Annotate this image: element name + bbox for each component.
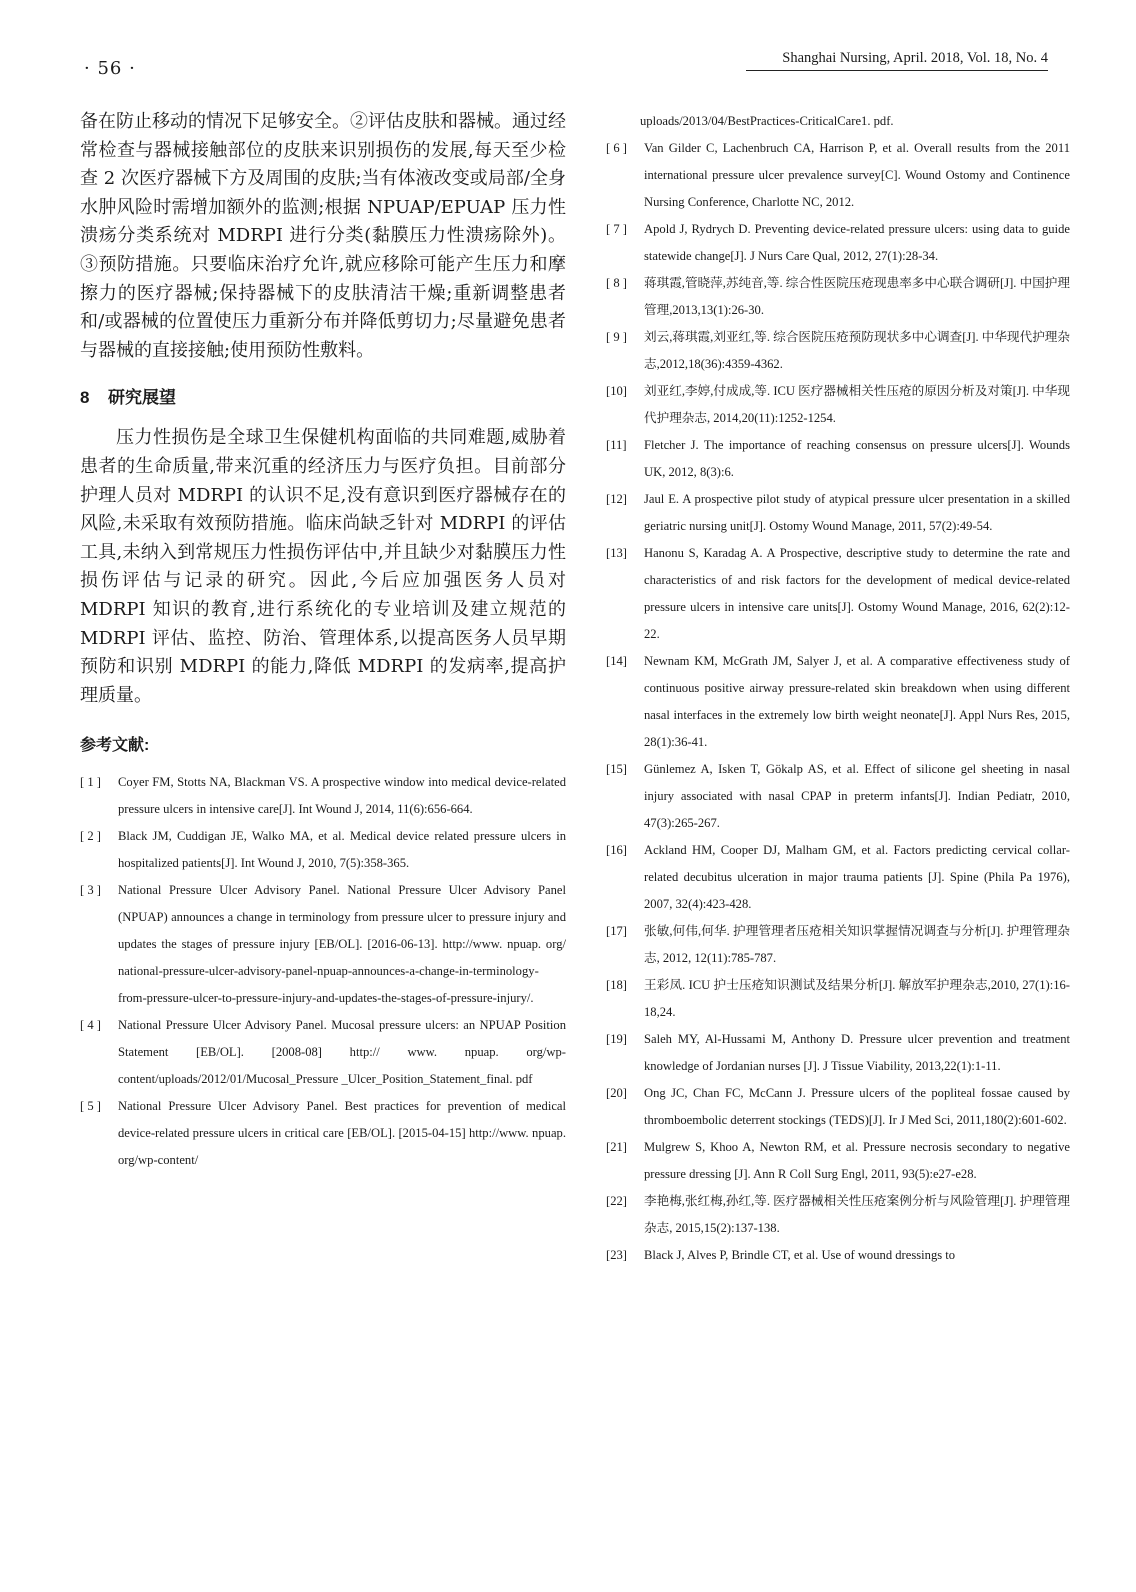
reference-text: Saleh MY, Al-Hussami M, Anthony D. Pressure ulcer prevention and treatment knowledge of Jordanian nurses [J]. J Tissue Viability, 2013,22(1):1-11.	[644, 1032, 1070, 1073]
reference-text: 王彩凤. ICU 护士压疮知识测试及结果分析[J]. 解放军护理杂志,2010, 27(1):16-18,24.	[644, 978, 1070, 1019]
reference-item	[606, 540, 1070, 648]
reference-number: [ 5 ]	[80, 1099, 101, 1114]
reference-text: Van Gilder C, Lachenbruch CA, Harrison P, et al. Overall results from the 2011 international pressure ulcer prevalence survey[C]. Wound Ostomy and Continence Nursing Conference, Charlotte NC, 2012.	[644, 141, 1070, 209]
header-rule	[746, 70, 1048, 71]
reference-number: [22]	[606, 1194, 627, 1208]
reference-item	[606, 756, 1070, 837]
reference-item	[606, 837, 1070, 918]
reference-number: [13]	[606, 546, 627, 560]
left-column	[80, 108, 566, 1174]
reference-item	[606, 216, 1070, 270]
section-title: 研究展望	[108, 388, 176, 408]
reference-number: [17]	[606, 924, 627, 938]
reference-item	[80, 1093, 566, 1174]
reference-item	[606, 324, 1070, 378]
right-column	[606, 108, 1070, 1269]
reference-text: National Pressure Ulcer Advisory Panel. Mucosal pressure ulcers: an NPUAP Position Statement [EB/OL]. [2008-08] http:// www. npuap. org/wp-content/uploads/2012/01/Mucosal_Pressure _Ulcer_Position_Statement_final. pdf	[118, 1018, 566, 1087]
reference-text: 刘云,蒋琪霞,刘亚红,等. 综合医院压疮预防现状多中心调查[J]. 中华现代护理杂志,2012,18(36):4359-4362.	[644, 330, 1070, 371]
reference-item	[606, 972, 1070, 1026]
reference-item	[606, 1134, 1070, 1188]
reference-number: [18]	[606, 978, 627, 992]
reference-number: [ 4 ]	[80, 1018, 101, 1033]
reference-continuation: uploads/2013/04/BestPractices-CriticalCare1. pdf.	[640, 114, 894, 128]
reference-number: [16]	[606, 843, 627, 857]
journal-header: Shanghai Nursing, April. 2018, Vol. 18, No. 4	[782, 50, 1048, 66]
reference-item	[606, 1242, 1070, 1269]
reference-text: 刘亚红,李婷,付成成,等. ICU 医疗器械相关性压疮的原因分析及对策[J]. 中华现代护理杂志, 2014,20(11):1252-1254.	[644, 384, 1070, 425]
reference-text: Ong JC, Chan FC, McCann J. Pressure ulcers of the popliteal fossae caused by thromboembolic deterrent stockings (TEDS)[J]. Ir J Med Sci, 2011,180(2):601-602.	[644, 1086, 1070, 1127]
section-heading	[80, 383, 566, 408]
reference-text: Günlemez A, Isken T, Gökalp AS, et al. Effect of silicone gel sheeting in nasal injury associated with nasal CPAP in preterm infants[J]. Indian Pediatr, 2010, 47(3):265-267.	[644, 762, 1070, 830]
reference-list-right	[606, 108, 1070, 1269]
reference-item	[80, 1012, 566, 1093]
reference-text: 张敏,何伟,何华. 护理管理者压疮相关知识掌握情况调查与分析[J]. 护理管理杂志, 2012, 12(11):785-787.	[644, 924, 1070, 965]
reference-number: [ 3 ]	[80, 883, 101, 898]
reference-text: Coyer FM, Stotts NA, Blackman VS. A prospective window into medical device-related pressure ulcers in intensive care[J]. Int Wound J, 2014, 11(6):656-664.	[118, 775, 566, 817]
reference-number: [20]	[606, 1086, 627, 1100]
reference-text: Newnam KM, McGrath JM, Salyer J, et al. A comparative effectiveness study of continuous positive airway pressure-related skin breakdown when using different nasal interfaces in the extremely low birth weight neonate[J]. Appl Nurs Res, 2015, 28(1):36-41.	[644, 654, 1070, 749]
reference-item	[606, 648, 1070, 756]
reference-text: Jaul E. A prospective pilot study of atypical pressure ulcer presentation in a skilled geriatric nursing unit[J]. Ostomy Wound Manage, 2011, 57(2):49-54.	[644, 492, 1070, 533]
reference-number: [ 6 ]	[606, 141, 627, 155]
reference-item	[606, 432, 1070, 486]
reference-item	[606, 1188, 1070, 1242]
reference-text: Black J, Alves P, Brindle CT, et al. Use of wound dressings to	[644, 1248, 956, 1262]
reference-item	[80, 823, 566, 877]
reference-number: [ 1 ]	[80, 775, 101, 790]
reference-number: [21]	[606, 1140, 627, 1154]
reference-text: Fletcher J. The importance of reaching consensus on pressure ulcers[J]. Wounds UK, 2012, 8(3):6.	[644, 438, 1070, 479]
reference-item	[606, 270, 1070, 324]
reference-item	[606, 486, 1070, 540]
reference-item	[606, 378, 1070, 432]
reference-number: [14]	[606, 654, 627, 668]
references-heading: 参考文献:	[80, 737, 150, 755]
reference-number: [11]	[606, 438, 627, 452]
section-number: 8	[80, 388, 90, 408]
reference-item	[80, 769, 566, 823]
reference-number: [10]	[606, 384, 627, 398]
reference-item	[606, 135, 1070, 216]
page-number: · 56 ·	[84, 58, 136, 79]
reference-number: [ 8 ]	[606, 276, 627, 290]
reference-number: [15]	[606, 762, 627, 776]
reference-number: [23]	[606, 1248, 627, 1262]
reference-number: [12]	[606, 492, 627, 506]
reference-text: Apold J, Rydrych D. Preventing device-related pressure ulcers: using data to guide statewide change[J]. J Nurs Care Qual, 2012, 27(1):28-34.	[644, 222, 1070, 263]
reference-text: Ackland HM, Cooper DJ, Malham GM, et al. Factors predicting cervical collar-related decubitus ulceration in major trauma patients [J]. Spine (Phila Pa 1976), 2007, 32(4):423-428.	[644, 843, 1070, 911]
reference-number: [ 7 ]	[606, 222, 627, 236]
reference-text: Mulgrew S, Khoo A, Newton RM, et al. Pressure necrosis secondary to negative pressure dressing [J]. Ann R Coll Surg Engl, 2011, 93(5):e27-e28.	[644, 1140, 1070, 1181]
reference-text: Black JM, Cuddigan JE, Walko MA, et al. Medical device related pressure ulcers in hospitalized patients[J]. Int Wound J, 2010, 7(5):358-365.	[118, 829, 566, 871]
reference-item	[606, 918, 1070, 972]
reference-text: 李艳梅,张红梅,孙红,等. 医疗器械相关性压疮案例分析与风险管理[J]. 护理管理杂志, 2015,15(2):137-138.	[644, 1194, 1070, 1235]
reference-item	[606, 1080, 1070, 1134]
reference-text: National Pressure Ulcer Advisory Panel. Best practices for prevention of medical device-related pressure ulcers in critical care [EB/OL]. [2015-04-15] http://www. npuap. org/wp-content/	[118, 1099, 566, 1168]
reference-number: [ 9 ]	[606, 330, 627, 344]
body-paragraph: 备在防止移动的情况下足够安全。②评估皮肤和器械。通过经常检查与器械接触部位的皮肤来识别损伤的发展,每天至少检查 2 次医疗器械下方及周围的皮肤;当有体液改变或局部/全身水肿风险时需增加额外的监测;根据 NPUAP/EPUAP 压力性溃疡分类系统对 MDRPI 进行分类(黏膜压力性溃疡除外)。③预防措施。只要临床治疗允许,就应移除可能产生压力和摩擦力的医疗器械;保持器械下的皮肤清洁干燥;重新调整患者和/或器械的位置使压力重新分布并降低剪切力;尽量避免患者与器械的直接接触;使用预防性敷料。	[80, 111, 566, 361]
reference-item	[80, 877, 566, 1012]
reference-list-left	[80, 769, 566, 1174]
reference-item	[606, 1026, 1070, 1080]
reference-number: [ 2 ]	[80, 829, 101, 844]
reference-text: National Pressure Ulcer Advisory Panel. National Pressure Ulcer Advisory Panel (NPUAP) announces a change in terminology from pressure ulcer to pressure injury and updates the stages of pressure injury [EB/OL]. [2016-06-13]. http://www. npuap. org/ national-pressure-ulcer-advisory-panel-npuap-announces-a-change-in-terminology-from-pressure-ulcer-to-pressure-injury-and-updates-the-stages-of-pressure-injury/.	[118, 883, 566, 1006]
reference-text: 蒋琪霞,管晓萍,苏纯音,等. 综合性医院压疮现患率多中心联合调研[J]. 中国护理管理,2013,13(1):26-30.	[644, 276, 1070, 317]
reference-number: [19]	[606, 1032, 627, 1046]
reference-text: Hanonu S, Karadag A. A Prospective, descriptive study to determine the rate and characteristics of and risk factors for the development of medical device-related pressure ulcers in intensive care units[J]. Ostomy Wound Manage, 2016, 62(2):12-22.	[644, 546, 1070, 641]
body-paragraph: 压力性损伤是全球卫生保健机构面临的共同难题,威胁着患者的生命质量,带来沉重的经济压力与医疗负担。目前部分护理人员对 MDRPI 的认识不足,没有意识到医疗器械存在的风险,未采取有效预防措施。临床尚缺乏针对 MDRPI 的评估工具,未纳入到常规压力性损伤评估中,并且缺少对黏膜压力性损伤评估与记录的研究。因此,今后应加强医务人员对 MDRPI 知识的教育,进行系统化的专业培训及建立规范的 MDRPI 评估、监控、防治、管理体系,以提高医务人员早期预防和识别 MDRPI 的能力,降低 MDRPI 的发病率,提高护理质量。	[80, 427, 566, 706]
